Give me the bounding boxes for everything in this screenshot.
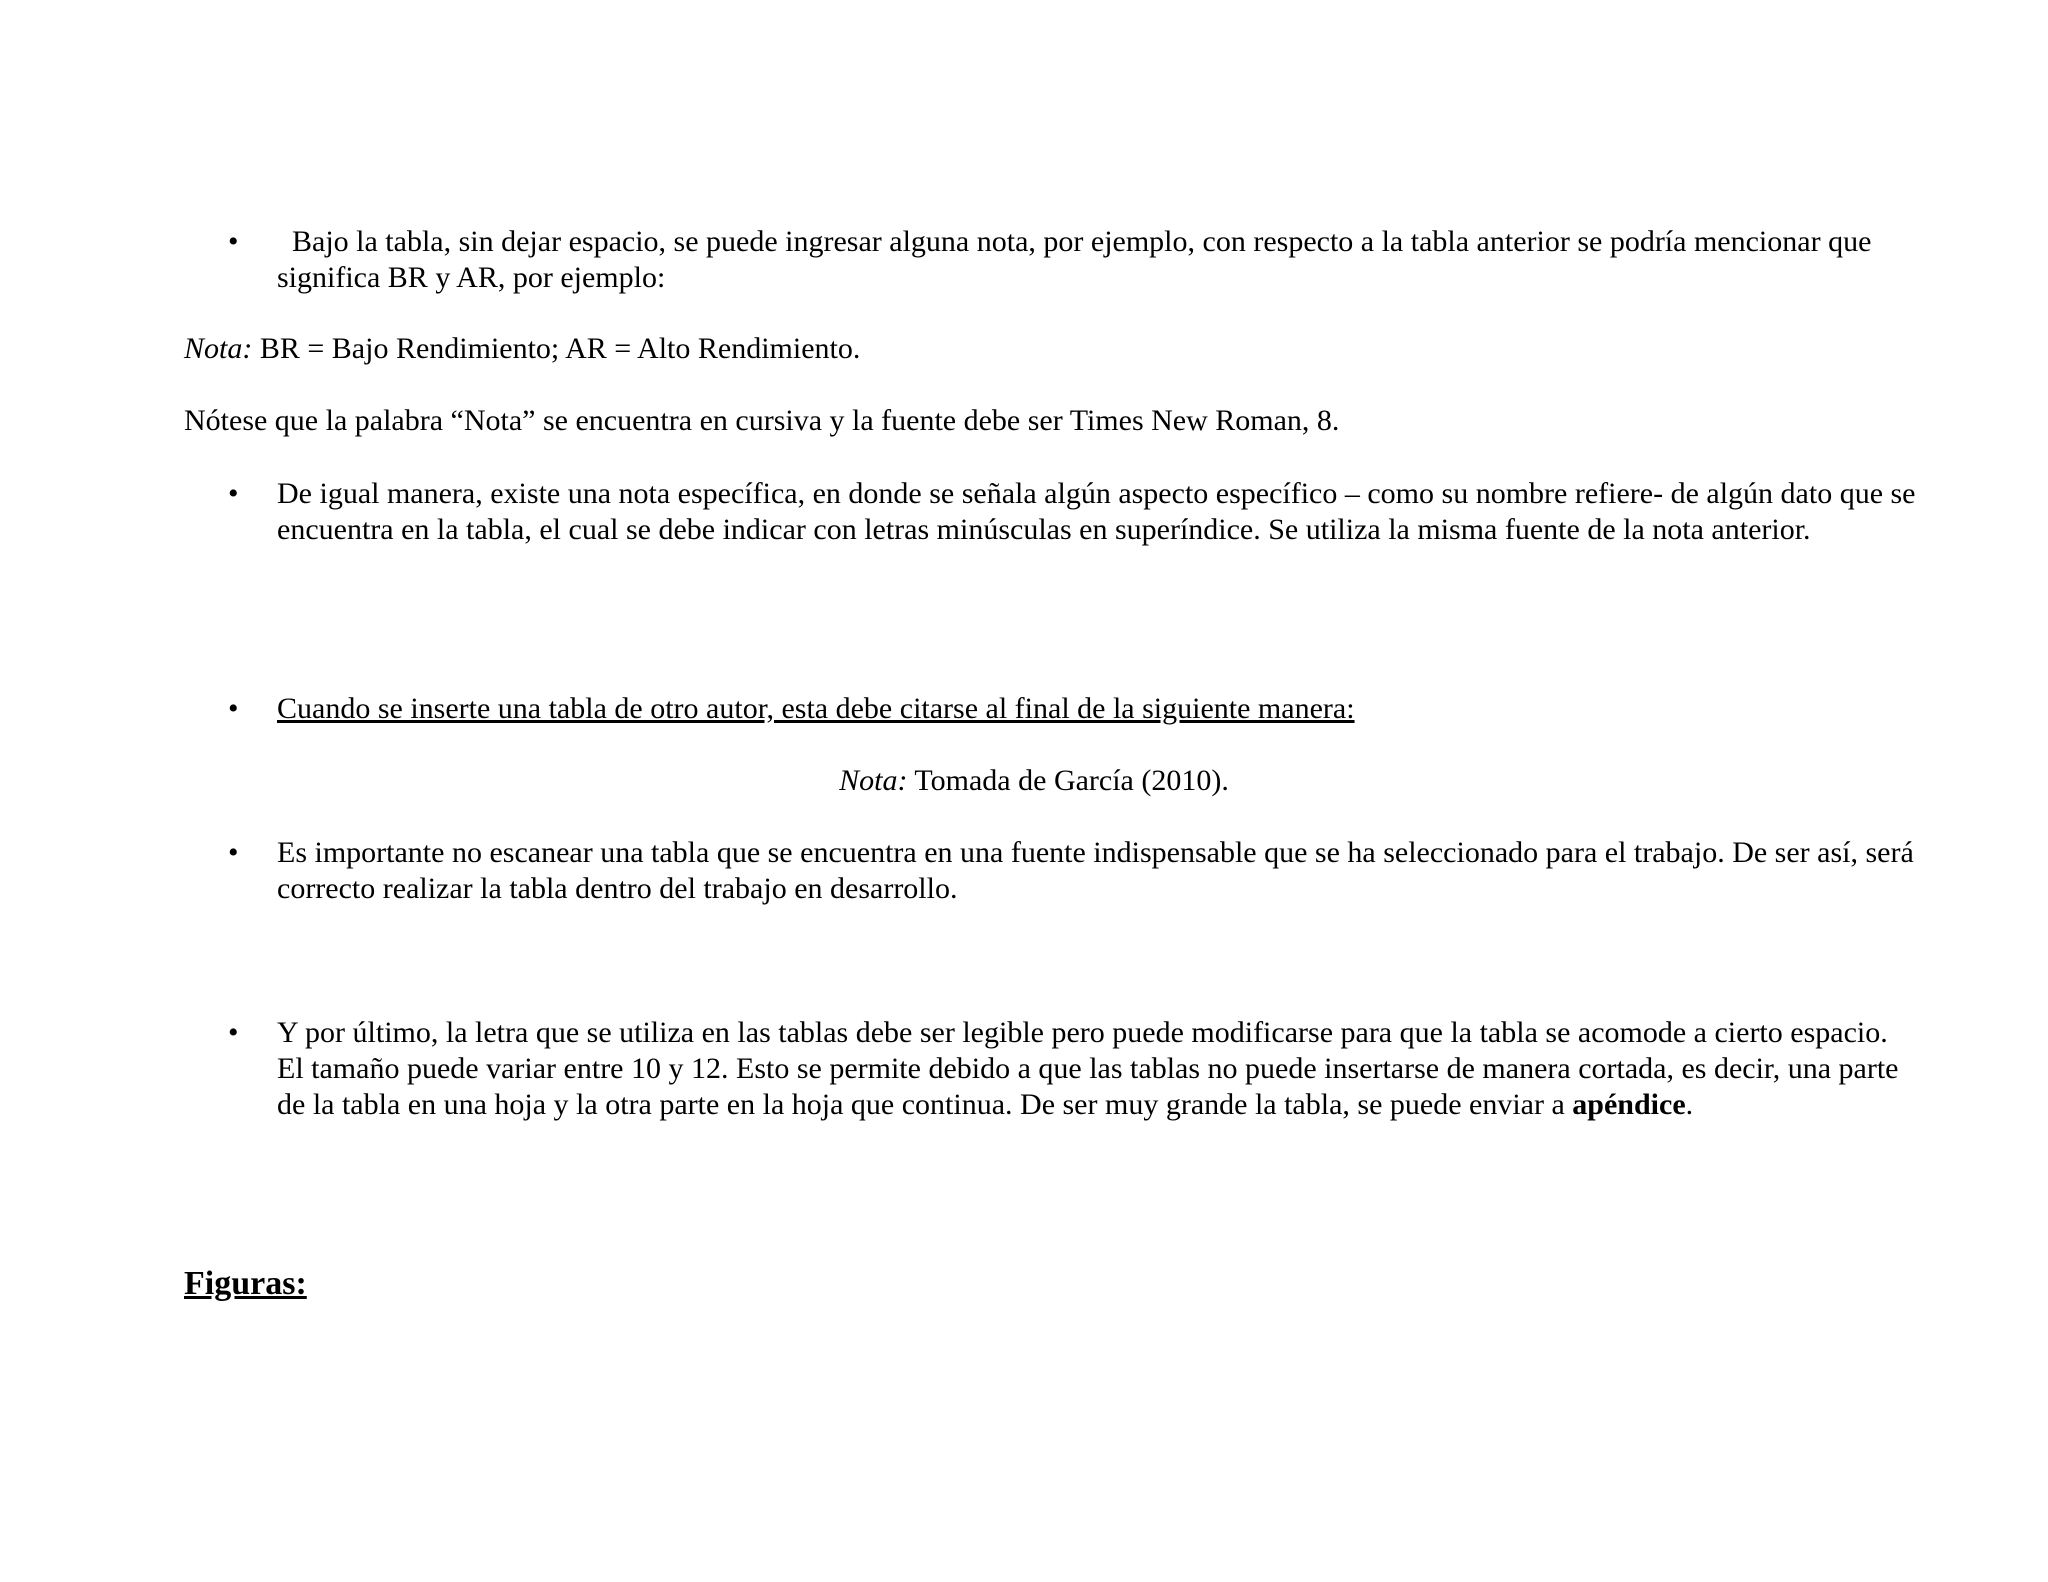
bullet-text-end: .	[1685, 1088, 1694, 1121]
nota-label: Nota:	[184, 332, 253, 365]
nota-text: Tomada de García (2010).	[907, 764, 1229, 797]
nota-text: BR = Bajo Rendimiento; AR = Alto Rendimiento.	[252, 332, 861, 365]
bullet-text: De igual manera, existe una nota específica, en donde se señala algún aspecto específico – como su nombre refiere- de algún dato que se encuentra en la tabla, el cual se debe indicar con letras minúsculas en superíndice. Se utiliza la misma fuente de la nota anterior.	[277, 477, 1916, 546]
bullet-text: Bajo la tabla, sin dejar espacio, se puede ingresar alguna nota, por ejemplo, con respecto a la tabla anterior se podría mencionar que significa BR y AR, por ejemplo:	[277, 225, 1879, 294]
bullet-text-main: Y por último, la letra que se utiliza en las tablas debe ser legible pero puede modificarse para que la tabla se acomode a cierto espacio. El tamaño puede variar entre 10 y 12. Esto se permite debido a que las tablas no puede insertarse de manera cortada, es decir, una parte de la tabla en una hoja y la otra parte en la hoja que continua. De ser muy grande la tabla, se puede enviar a	[277, 1016, 1899, 1121]
bullet-dot: •	[228, 692, 239, 725]
bullet-text: Es importante no escanear una tabla que se encuentra en una fuente indispensable que se ha seleccionado para el trabajo. De ser así, será correcto realizar la tabla dentro del trabajo en desarrollo.	[277, 836, 1914, 905]
nota-label: Nota:	[839, 764, 908, 797]
section-heading: Figuras:	[184, 1265, 307, 1302]
citation-note	[184, 763, 1884, 799]
bullet-dot: •	[228, 1016, 239, 1049]
bullet-dot: •	[228, 836, 239, 869]
bold-term: apéndice	[1572, 1088, 1686, 1121]
bullet-text: Cuando se inserte una tabla de otro autor, esta debe citarse al final de la siguiente manera:	[277, 692, 1355, 725]
bullet-text	[277, 1015, 1917, 1123]
bullet-dot: •	[228, 225, 239, 258]
nota-line	[184, 331, 1884, 367]
bullet-dot: •	[228, 477, 239, 510]
notice-paragraph: Nótese que la palabra “Nota” se encuentra en cursiva y la fuente debe ser Times New Roman, 8.	[184, 404, 1340, 437]
